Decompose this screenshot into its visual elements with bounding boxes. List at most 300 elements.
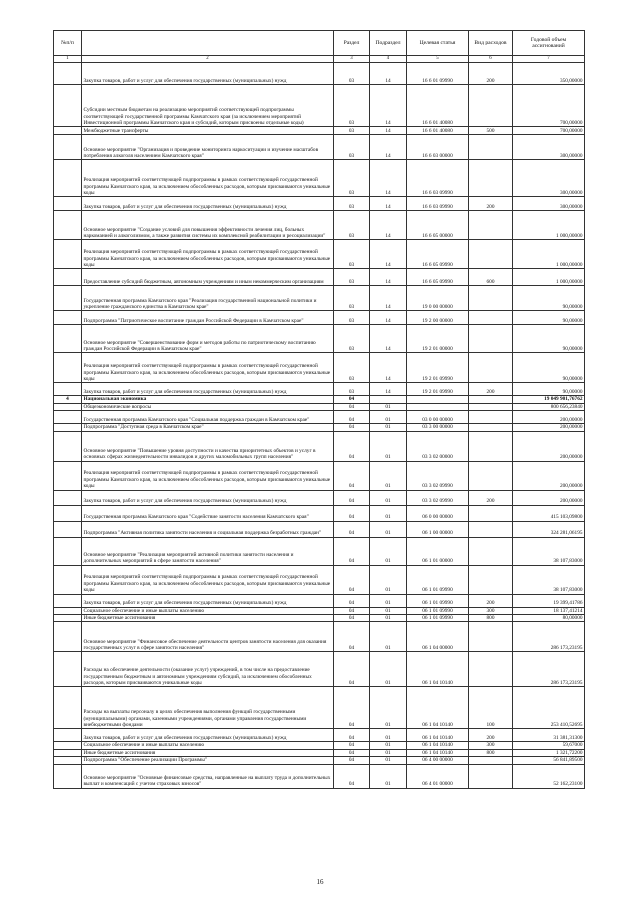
- row-target: 06 1 01 09990: [407, 607, 469, 614]
- column-number-row: [54, 56, 585, 63]
- row-amount: 700,00000: [513, 127, 585, 135]
- row-subsection: 01: [370, 652, 407, 687]
- row-number: [54, 197, 82, 211]
- row-amount: 38 107,83000: [513, 565, 585, 594]
- row-number: [54, 615, 82, 622]
- row-exptype: [469, 652, 513, 687]
- row-number: [54, 461, 82, 490]
- row-amount: 324 281,06195: [513, 521, 585, 537]
- row-section: 03: [334, 63, 370, 85]
- row-name: Реализация мероприятий соответствующей подпрограммы в рамках соответствующей государственной программы Камчатского края, за исключением обособленных расходов, которым присваиваются уникальные коды: [82, 461, 334, 490]
- row-target: [407, 403, 469, 410]
- row-target: 06 1 04 10140: [407, 687, 469, 729]
- header-exptype: Вид расходов: [469, 31, 513, 56]
- table-row: [54, 211, 585, 240]
- row-amount: 38 107,83000: [513, 537, 585, 565]
- row-name: Основное мероприятие "Создание условий для повышения эффективности лечения лиц, больных наркоманией и алкоголизмом, а также развития системы их комплексной реабилитации и ресоциализации": [82, 211, 334, 240]
- row-number: [54, 160, 82, 197]
- row-section: 03: [334, 197, 370, 211]
- table-row: [54, 63, 585, 85]
- row-number: [54, 594, 82, 607]
- row-number: [54, 353, 82, 383]
- row-number: [54, 431, 82, 461]
- row-number: [54, 383, 82, 396]
- row-amount: 200,00000: [513, 461, 585, 490]
- row-amount: 18 137,41214: [513, 607, 585, 614]
- row-amount: 19 399,41786: [513, 594, 585, 607]
- row-number: [54, 411, 82, 424]
- row-section: 04: [334, 461, 370, 490]
- row-amount: 300,00000: [513, 197, 585, 211]
- row-amount: 52 162,23100: [513, 764, 585, 788]
- row-amount: 59,67000: [513, 742, 585, 749]
- row-amount: 415 103,09800: [513, 505, 585, 521]
- row-exptype: [469, 160, 513, 197]
- row-subsection: 01: [370, 411, 407, 424]
- table-row: [54, 594, 585, 607]
- row-section: 04: [334, 403, 370, 410]
- row-subsection: 14: [370, 85, 407, 127]
- table-row: [54, 622, 585, 652]
- document-page: [53, 30, 584, 789]
- row-name: Реализация мероприятий соответствующей подпрограммы в рамках соответствующей государственной программы Камчатского края, за исключением обособленных расходов, которым присваиваются уникальные коды: [82, 565, 334, 594]
- row-exptype: [469, 431, 513, 461]
- table-row: [54, 521, 585, 537]
- row-amount: 200,00000: [513, 431, 585, 461]
- row-amount: 700,00000: [513, 85, 585, 127]
- row-exptype: [469, 240, 513, 269]
- row-target: 16 6 03 00000: [407, 135, 469, 160]
- row-subsection: 01: [370, 490, 407, 505]
- row-target: 06 1 04 10140: [407, 652, 469, 687]
- row-amount: 200,00000: [513, 411, 585, 424]
- row-target: 03 3 02 09990: [407, 490, 469, 505]
- row-target: 06 1 01 09990: [407, 615, 469, 622]
- row-amount: 1 000,00000: [513, 269, 585, 286]
- row-target: 19 2 00 00000: [407, 311, 469, 325]
- row-subsection: 14: [370, 160, 407, 197]
- row-exptype: [469, 764, 513, 788]
- row-amount: 200,00000: [513, 424, 585, 431]
- row-section: 04: [334, 411, 370, 424]
- row-name: Межбюджетные трансферты: [82, 127, 334, 135]
- row-target: 16 6 01 09990: [407, 63, 469, 85]
- row-name: Закупка товаров, работ и услуг для обеспечения государственных (муниципальных) нужд: [82, 729, 334, 742]
- colnum: 3: [334, 56, 370, 63]
- row-exptype: [469, 325, 513, 353]
- row-section: 03: [334, 383, 370, 396]
- row-amount: 19 049 901,76762: [513, 396, 585, 403]
- row-target: 06 1 01 09990: [407, 565, 469, 594]
- row-subsection: 01: [370, 424, 407, 431]
- table-row: [54, 325, 585, 353]
- row-amount: 253 410,52695: [513, 687, 585, 729]
- header-section: Раздел: [334, 31, 370, 56]
- row-exptype: [469, 286, 513, 311]
- header-target: Целевая статья: [407, 31, 469, 56]
- row-number: [54, 521, 82, 537]
- row-amount: 300,00000: [513, 160, 585, 197]
- row-number: [54, 607, 82, 614]
- row-subsection: 01: [370, 607, 407, 614]
- table-row: [54, 537, 585, 565]
- table-row: [54, 757, 585, 764]
- row-section: 03: [334, 135, 370, 160]
- row-subsection: 01: [370, 729, 407, 742]
- row-name: Закупка товаров, работ и услуг для обеспечения государственных (муниципальных) нужд: [82, 490, 334, 505]
- row-subsection: 14: [370, 325, 407, 353]
- row-number: [54, 211, 82, 240]
- row-number: [54, 652, 82, 687]
- row-number: [54, 424, 82, 431]
- row-section: 04: [334, 687, 370, 729]
- row-name: Реализация мероприятий соответствующей подпрограммы в рамках соответствующей государственной программы Камчатского края, за исключением обособленных расходов, которым присваиваются уникальные коды: [82, 240, 334, 269]
- row-target: 06 4 01 00000: [407, 764, 469, 788]
- table-row: [54, 383, 585, 396]
- row-subsection: 01: [370, 757, 407, 764]
- row-number: [54, 505, 82, 521]
- table-row: [54, 764, 585, 788]
- row-subsection: 14: [370, 211, 407, 240]
- table-row: [54, 160, 585, 197]
- table-row: [54, 565, 585, 594]
- row-subsection: 01: [370, 749, 407, 756]
- table-row: [54, 742, 585, 749]
- row-number: [54, 325, 82, 353]
- row-name: Национальная экономика: [82, 396, 334, 403]
- table-row: [54, 286, 585, 311]
- row-name: Основное мероприятие "Повышение уровня доступности и качества приоритетных объектов и услуг в основных сферах жизнедеятельности инвалидов и других маломобильных групп населения": [82, 431, 334, 461]
- row-number: [54, 286, 82, 311]
- row-section: 03: [334, 311, 370, 325]
- header-num: №п/п: [54, 31, 82, 56]
- row-subsection: 14: [370, 269, 407, 286]
- row-number: [54, 85, 82, 127]
- row-name: Расходы на обеспечение деятельности (оказание услуг) учреждений, в том числе на предоставление государственным бюджетным и автономным учреждениям субсидий, за исключением обособленных расходов, которым присваиваются уникальные коды: [82, 652, 334, 687]
- row-subsection: 01: [370, 594, 407, 607]
- row-exptype: 100: [469, 687, 513, 729]
- row-subsection: 01: [370, 687, 407, 729]
- row-section: 04: [334, 565, 370, 594]
- row-name: Основное мероприятие "Реализация мероприятий активной политики занятости населения и дополнительных мероприятий в сфере занятости населения": [82, 537, 334, 565]
- row-number: [54, 729, 82, 742]
- row-amount: 286 173,23195: [513, 652, 585, 687]
- row-subsection: 01: [370, 742, 407, 749]
- row-name: Подпрограмма "Обеспечение реализации Программы": [82, 757, 334, 764]
- row-subsection: 01: [370, 615, 407, 622]
- row-exptype: 300: [469, 607, 513, 614]
- row-amount: 90,00000: [513, 353, 585, 383]
- row-number: [54, 565, 82, 594]
- row-exptype: [469, 135, 513, 160]
- row-number: [54, 687, 82, 729]
- row-subsection: 01: [370, 461, 407, 490]
- row-target: 16 6 03 09990: [407, 197, 469, 211]
- row-section: 04: [334, 490, 370, 505]
- row-target: 06 4 00 00000: [407, 757, 469, 764]
- row-target: [407, 396, 469, 403]
- row-exptype: 600: [469, 269, 513, 286]
- table-row: [54, 749, 585, 756]
- row-name: Государственная программа Камчатского края "Реализация государственной национальной политики и укрепление гражданского единства в Камчатском крае": [82, 286, 334, 311]
- row-target: 19 2 01 00000: [407, 325, 469, 353]
- row-section: 04: [334, 521, 370, 537]
- row-name: Подпрограмма "Доступная среда в Камчатском крае": [82, 424, 334, 431]
- row-subsection: 01: [370, 622, 407, 652]
- colnum: 7: [513, 56, 585, 63]
- row-exptype: 800: [469, 615, 513, 622]
- table-row: [54, 615, 585, 622]
- row-exptype: 200: [469, 383, 513, 396]
- row-name: Социальное обеспечение и иные выплаты населению: [82, 607, 334, 614]
- row-target: 16 6 05 09990: [407, 269, 469, 286]
- table-row: [54, 461, 585, 490]
- row-exptype: [469, 403, 513, 410]
- row-section: 04: [334, 622, 370, 652]
- row-subsection: 14: [370, 286, 407, 311]
- row-exptype: 200: [469, 490, 513, 505]
- row-subsection: 01: [370, 521, 407, 537]
- table-row: [54, 197, 585, 211]
- row-section: 03: [334, 325, 370, 353]
- row-section: 03: [334, 211, 370, 240]
- colnum: 5: [407, 56, 469, 63]
- row-subsection: [370, 396, 407, 403]
- row-number: [54, 537, 82, 565]
- row-amount: 56 841,89500: [513, 757, 585, 764]
- row-exptype: [469, 396, 513, 403]
- row-section: 03: [334, 269, 370, 286]
- row-section: 04: [334, 431, 370, 461]
- row-name: Реализация мероприятий соответствующей подпрограммы в рамках соответствующей государственной программы Камчатского края, за исключением обособленных расходов, которым присваиваются уникальные коды: [82, 160, 334, 197]
- table-row: [54, 85, 585, 127]
- row-name: Закупка товаров, работ и услуг для обеспечения государственных (муниципальных) нужд: [82, 63, 334, 85]
- row-target: 03 0 00 00000: [407, 411, 469, 424]
- row-name: Иные бюджетные ассигнования: [82, 749, 334, 756]
- row-name: Основное мероприятие "Организация и проведение мониторинга наркоситуации и изучение масштабов потребления алкоголя населением Камчатского края": [82, 135, 334, 160]
- row-name: Субсидии местным бюджетам на реализацию мероприятий соответствующей подпрограммы соответствующей государственной программы Камчатского края (за исключением мероприятий Инвестиционной программы Камчатского края и субсидий, которым присвоены отдельные коды): [82, 85, 334, 127]
- row-subsection: 14: [370, 63, 407, 85]
- row-name: Социальное обеспечение и иные выплаты населению: [82, 742, 334, 749]
- row-number: [54, 127, 82, 135]
- row-section: 04: [334, 615, 370, 622]
- row-name: Закупка товаров, работ и услуг для обеспечения государственных (муниципальных) нужд: [82, 197, 334, 211]
- budget-table: [53, 30, 585, 789]
- row-exptype: 300: [469, 742, 513, 749]
- table-body: [54, 63, 585, 788]
- row-amount: 90,00000: [513, 286, 585, 311]
- row-name: Закупка товаров, работ и услуг для обеспечения государственных (муниципальных) нужд: [82, 594, 334, 607]
- row-section: 04: [334, 396, 370, 403]
- row-target: 06 1 04 10140: [407, 729, 469, 742]
- row-exptype: [469, 622, 513, 652]
- row-subsection: 14: [370, 353, 407, 383]
- table-header-row: [54, 31, 585, 56]
- row-subsection: 14: [370, 311, 407, 325]
- row-section: 04: [334, 757, 370, 764]
- row-amount: 90,00000: [513, 311, 585, 325]
- colnum: 1: [54, 56, 82, 63]
- row-target: 06 1 04 00000: [407, 622, 469, 652]
- row-target: 19 0 00 00000: [407, 286, 469, 311]
- row-number: [54, 311, 82, 325]
- row-subsection: 14: [370, 197, 407, 211]
- row-exptype: 200: [469, 63, 513, 85]
- row-name: Подпрограмма "Патриотическое воспитание граждан Российской Федерации в Камчатском крае": [82, 311, 334, 325]
- row-section: 04: [334, 594, 370, 607]
- row-section: 03: [334, 160, 370, 197]
- row-section: 04: [334, 537, 370, 565]
- table-row: [54, 490, 585, 505]
- row-section: 03: [334, 353, 370, 383]
- row-exptype: [469, 311, 513, 325]
- row-subsection: 14: [370, 383, 407, 396]
- row-target: 06 0 00 00000: [407, 505, 469, 521]
- row-exptype: [469, 505, 513, 521]
- row-amount: 31 381,31300: [513, 729, 585, 742]
- row-exptype: [469, 211, 513, 240]
- row-amount: 80,00000: [513, 615, 585, 622]
- row-subsection: 01: [370, 537, 407, 565]
- row-amount: 90,00000: [513, 383, 585, 396]
- row-subsection: 01: [370, 431, 407, 461]
- row-number: [54, 269, 82, 286]
- row-exptype: [469, 424, 513, 431]
- header-name: [82, 31, 334, 56]
- row-exptype: [469, 757, 513, 764]
- table-row: [54, 652, 585, 687]
- table-row: [54, 411, 585, 424]
- table-row: [54, 269, 585, 286]
- table-row: [54, 607, 585, 614]
- row-exptype: 200: [469, 594, 513, 607]
- row-number: [54, 63, 82, 85]
- row-target: 16 6 01 40080: [407, 85, 469, 127]
- row-section: 03: [334, 127, 370, 135]
- row-section: 03: [334, 85, 370, 127]
- row-exptype: [469, 565, 513, 594]
- table-row: [54, 135, 585, 160]
- row-subsection: 01: [370, 565, 407, 594]
- colnum: 4: [370, 56, 407, 63]
- row-target: 06 1 01 00000: [407, 537, 469, 565]
- row-name: Государственная программа Камчатского края "Содействие занятости населения Камчатского края": [82, 505, 334, 521]
- page-number: 16: [316, 878, 324, 886]
- row-subsection: 01: [370, 505, 407, 521]
- row-target: 06 1 04 10140: [407, 742, 469, 749]
- row-section: 03: [334, 240, 370, 269]
- header-subsection: Подраздел: [370, 31, 407, 56]
- row-exptype: [469, 521, 513, 537]
- row-name: Государственная программа Камчатского края "Социальная поддержка граждан в Камчатском крае": [82, 411, 334, 424]
- table-row: [54, 687, 585, 729]
- row-name: Основное мероприятие "Основные финансовые средства, направленные на выплату труда и дополнительных выплат и компенсаций с учетом страховых взносов": [82, 764, 334, 788]
- row-subsection: 14: [370, 127, 407, 135]
- row-exptype: [469, 411, 513, 424]
- row-exptype: [469, 537, 513, 565]
- table-row: [54, 353, 585, 383]
- table-row: [54, 240, 585, 269]
- row-section: 04: [334, 742, 370, 749]
- row-subsection: 01: [370, 764, 407, 788]
- row-number: [54, 490, 82, 505]
- row-name: Основное мероприятие "Совершенствование форм и методов работы по патриотическому воспитанию граждан Российской Федерации в Камчатском крае": [82, 325, 334, 353]
- row-exptype: 800: [469, 749, 513, 756]
- table-row: [54, 431, 585, 461]
- row-amount: 286 173,23195: [513, 622, 585, 652]
- row-target: 16 6 05 09990: [407, 240, 469, 269]
- table-row: [54, 505, 585, 521]
- row-name: Общеэкономические вопросы: [82, 403, 334, 410]
- row-amount: 1 321,72200: [513, 749, 585, 756]
- table-row: [54, 396, 585, 403]
- row-section: 04: [334, 652, 370, 687]
- table-row: [54, 311, 585, 325]
- row-target: 16 6 01 40080: [407, 127, 469, 135]
- row-target: 19 2 01 09990: [407, 383, 469, 396]
- row-number: [54, 749, 82, 756]
- row-name: Подпрограмма "Активная политика занятости населения и социальная поддержка безработных граждан": [82, 521, 334, 537]
- row-name: Иные бюджетные ассигнования: [82, 615, 334, 622]
- row-number: [54, 135, 82, 160]
- row-number: [54, 757, 82, 764]
- row-section: 04: [334, 424, 370, 431]
- row-section: 03: [334, 286, 370, 311]
- row-target: 16 6 03 09990: [407, 160, 469, 197]
- row-number: 4: [54, 396, 82, 403]
- row-exptype: [469, 461, 513, 490]
- row-target: 03 3 00 00000: [407, 424, 469, 431]
- row-target: 19 2 01 09990: [407, 353, 469, 383]
- row-name: Основное мероприятие "Финансовое обеспечение деятельности центров занятости населения для оказания государственных услуг в сфере занятости населения": [82, 622, 334, 652]
- colnum: 2: [82, 56, 334, 63]
- row-target: 16 6 05 00000: [407, 211, 469, 240]
- table-row: [54, 403, 585, 410]
- row-name: Реализация мероприятий соответствующей подпрограммы в рамках соответствующей государственной программы Камчатского края, за исключением обособленных расходов, которым присваиваются уникальные коды: [82, 353, 334, 383]
- row-number: [54, 742, 82, 749]
- row-section: 04: [334, 749, 370, 756]
- table-row: [54, 127, 585, 135]
- row-exptype: 200: [469, 729, 513, 742]
- row-amount: 1 000,00000: [513, 211, 585, 240]
- row-number: [54, 240, 82, 269]
- row-exptype: [469, 353, 513, 383]
- row-number: [54, 622, 82, 652]
- row-subsection: 14: [370, 240, 407, 269]
- colnum: 6: [469, 56, 513, 63]
- row-amount: 800 656,23840: [513, 403, 585, 410]
- row-amount: 350,00000: [513, 63, 585, 85]
- row-amount: 1 000,00000: [513, 240, 585, 269]
- row-name: Закупка товаров, работ и услуг для обеспечения государственных (муниципальных) нужд: [82, 383, 334, 396]
- row-section: 04: [334, 607, 370, 614]
- row-subsection: 14: [370, 135, 407, 160]
- row-amount: 300,00000: [513, 135, 585, 160]
- row-name: Расходы на выплаты персоналу в целях обеспечения выполнения функций государственными (муниципальными) органами, казенными учреждениями, органами управления государственными внебюджетными фондами: [82, 687, 334, 729]
- row-target: 06 1 04 10140: [407, 749, 469, 756]
- header-amount: Годовой объем ассигнований: [513, 31, 585, 56]
- row-subsection: 01: [370, 403, 407, 410]
- row-amount: 200,00000: [513, 490, 585, 505]
- row-amount: 90,00000: [513, 325, 585, 353]
- row-target: 06 1 01 09990: [407, 594, 469, 607]
- row-target: 06 1 00 00000: [407, 521, 469, 537]
- row-target: 03 3 02 09990: [407, 461, 469, 490]
- row-target: 03 3 02 00000: [407, 431, 469, 461]
- row-number: [54, 764, 82, 788]
- row-exptype: 500: [469, 127, 513, 135]
- row-exptype: [469, 85, 513, 127]
